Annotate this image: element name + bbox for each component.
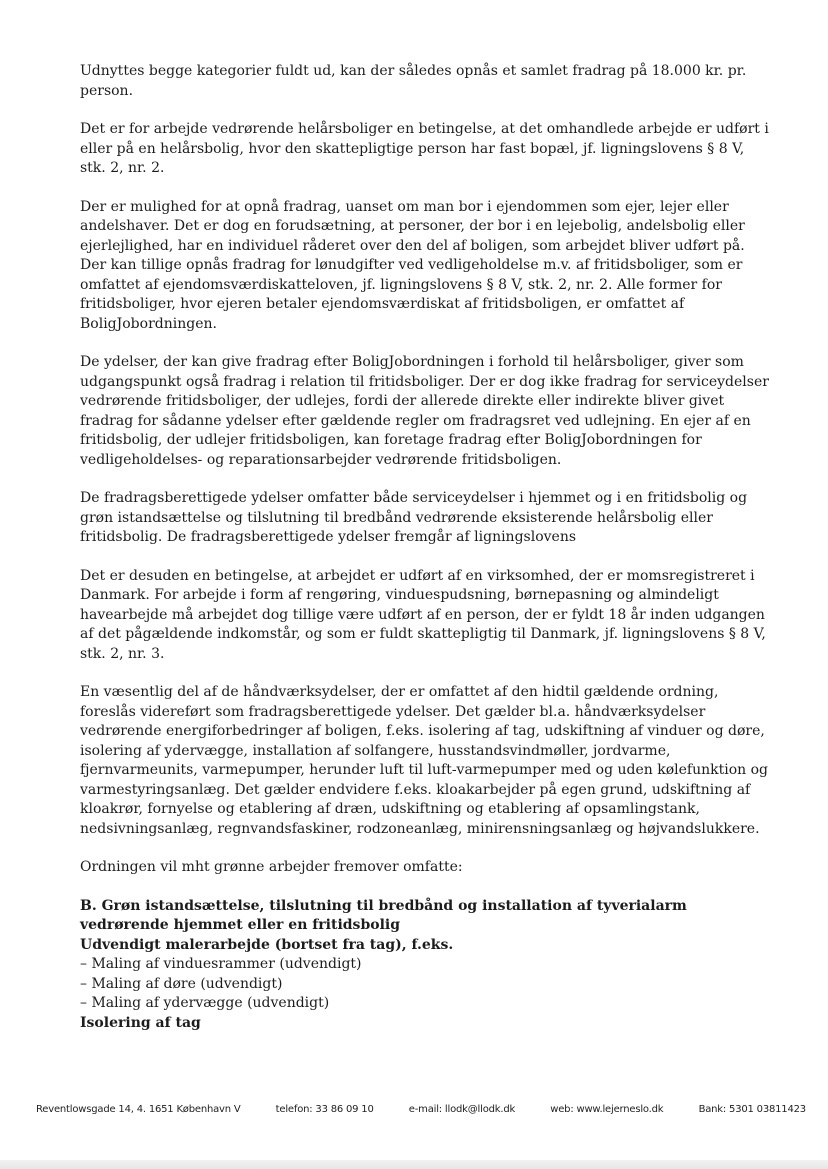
paragraph: Der er mulighed for at opnå fradrag, uanset om man bor i ejendommen som ejer, lejer eller andelshaver. Det er dog en forudsætning, at personer, der bor i en lejebolig, andelsbolig eller ejerlejlighed, har en individuel råderet over den del af boligen, som arbejdet bliver udført på. Der kan tillige opnås fradrag for lønudgifter ved vedligeholdelse m.v. af fritidsboliger, som er omfattet af ejendomsværdiskatteloven, jf. ligningslovens § 8 V, stk. 2, nr. 2. Alle former for fritidsboliger, hvor ejeren betaler ejendomsværdiskat af fritidsboligen, er omfattet af BoligJobordningen. bbox=[80, 198, 745, 332]
page-footer bbox=[36, 1104, 806, 1115]
paragraph: En væsentlig del af de håndværksydelser, der er omfattet af den hidtil gældende ordning, foreslås videreført som fradragsberettigede ydelser. Det gælder bl.a. håndværksydelser vedrørende energiforbedringer af boligen, f.eks. isolering af tag, udskiftning af vinduer og døre, isolering af ydervægge, installation af solfangere, husstandsvindmøller, jordvarme, fjernvarmeunits, varmepumper, herunder luft til luft-varmepumper med og uden kølefunktion og varmestyringsanlæg. Det gælder endvidere f.eks. kloakarbejder på egen grund, udskiftning af kloakrør, fornyelse og etablering af dræn, udskiftning og etablering af opsamlingstank, nedsivningsanlæg, regnvandsfaskiner, rodzoneanlæg, minirensningsanlæg og højvandslukkere. bbox=[80, 684, 769, 837]
footer-email: e-mail: llodk@llodk.dk bbox=[408, 1104, 516, 1115]
paragraph: Det er desuden en betingelse, at arbejdet er udført af en virksomhed, der er momsregistreret i Danmark. For arbejde i form af rengøring, vinduespudsning, børnepasning og almindeligt havearbejde må arbejdet dog tillige være udført af en person, der er fyldt 18 år inden udgangen af det pågældende indkomstår, og som er fuldt skattepligtig til Danmark, jf. ligningslovens § 8 V, stk. 2, nr. 3. bbox=[80, 567, 766, 662]
paragraph: Udnyttes begge kategorier fuldt ud, kan der således opnås et samlet fradrag på 18.000 kr. pr. person. bbox=[80, 63, 747, 99]
list-item: – Maling af vinduesrammer (udvendigt) bbox=[80, 956, 362, 972]
section-b bbox=[80, 897, 770, 1034]
section-subheading: Udvendigt malerarbejde (bortset fra tag), f.eks. bbox=[80, 936, 454, 953]
paragraph: Det er for arbejde vedrørende helårsboliger en betingelse, at det omhandlede arbejde er udført i eller på en helårsbolig, hvor den skattepligtige person har fast bopæl, jf. ligningslovens § 8 V, stk. 2, nr. 2. bbox=[80, 121, 769, 176]
scan-edge bbox=[0, 1160, 828, 1169]
footer-phone: telefon: 33 86 09 10 bbox=[275, 1104, 374, 1115]
list-item: – Maling af ydervægge (udvendigt) bbox=[80, 995, 330, 1011]
document-body bbox=[80, 62, 770, 1033]
paragraph: De fradragsberettigede ydelser omfatter både serviceydelser i hjemmet og i en fritidsbolig og grøn istandsættelse og tilslutning til bredbånd vedrørende eksisterende helårsbolig eller fritidsbolig. De fradragsberettigede ydelser fremgår af ligningslovens bbox=[80, 490, 748, 545]
section-heading: B. Grøn istandsættelse, tilslutning til bredbånd og installation af tyverialarm vedrørende hjemmet eller en fritidsbolig bbox=[80, 897, 687, 933]
footer-bank: Bank: 5301 03811423 bbox=[698, 1104, 806, 1115]
section-subheading-2: Isolering af tag bbox=[80, 1014, 201, 1031]
footer-web: web: www.lejerneslo.dk bbox=[550, 1104, 664, 1115]
paragraph: Ordningen vil mht grønne arbejder fremover omfatte: bbox=[80, 859, 463, 875]
list-item: – Maling af døre (udvendigt) bbox=[80, 975, 283, 992]
paragraph: De ydelser, der kan give fradrag efter BoligJobordningen i forhold til helårsboliger, giver som udgangspunkt også fradrag i relation til fritidsboliger. Der er dog ikke fradrag for serviceydelser vedrørende fritidsboliger, der udlejes, fordi der allerede direkte eller indirekte bliver givet fradrag for sådanne ydelser efter gældende regler om fradragsret ved udlejning. En ejer af en fritidsbolig, der udlejer fritidsboligen, kan foretage fradrag efter BoligJobordningen for vedligeholdelses- og reparationsarbejder vedrørende fritidsboligen. bbox=[80, 354, 769, 468]
footer-address: Reventlowsgade 14, 4. 1651 København V bbox=[36, 1104, 241, 1115]
